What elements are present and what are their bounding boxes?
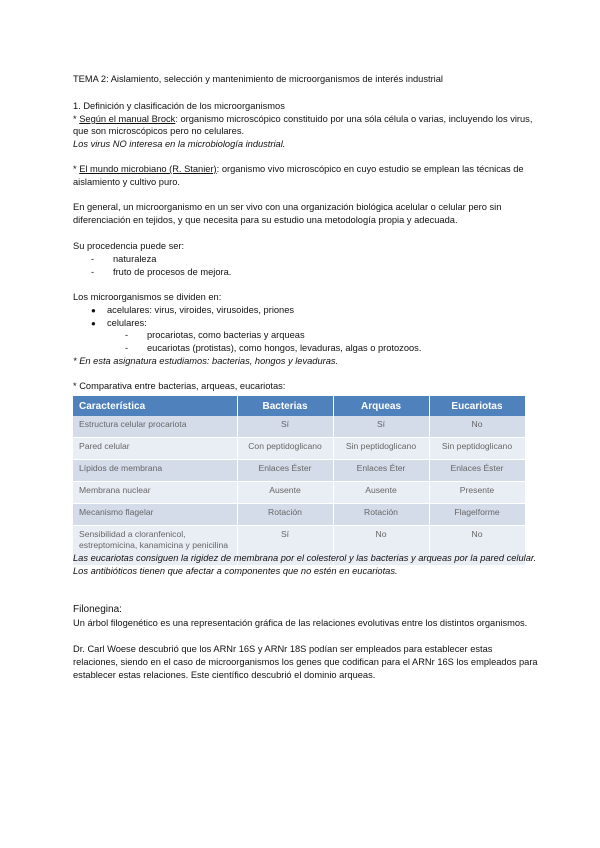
general-definition-line1: En general, un microorganismo en un ser vivo con una organización biológica acelular o celular pero sin	[73, 202, 502, 212]
section-heading: 1. Definición y clasificación de los microorganismos	[73, 101, 285, 111]
table-row	[73, 482, 525, 504]
header-eucariotas: Eucariotas	[429, 396, 525, 416]
list-item: - eucariotas (protistas), como hongos, levaduras, algas o protozoos.	[125, 343, 422, 353]
phylogeny-definition: Un árbol filogenético es una representación gráfica de las relaciones evolutivas entre los distintos organismos.	[73, 618, 528, 628]
table-cell: Sin peptidoglicano	[333, 438, 429, 460]
table-row	[73, 438, 525, 460]
table-cell: Mecanismo flagelar	[73, 504, 237, 526]
list-item: - fruto de procesos de mejora.	[91, 267, 232, 277]
brock-prefix: *	[73, 114, 80, 124]
table-row	[73, 416, 525, 438]
document-title: TEMA 2: Aislamiento, selección y mantenimiento de microorganismos de interés industrial	[73, 74, 443, 84]
list-item: ● acelulares: virus, viroides, virusoides, priones	[91, 305, 295, 315]
table-cell: Rotación	[237, 504, 333, 526]
comparison-intro: * Comparativa entre bacterias, arqueas, eucariotas:	[73, 381, 286, 391]
table-cell: Sí	[333, 416, 429, 438]
table-cell: No	[429, 526, 525, 566]
table-cell: Sin peptidoglicano	[429, 438, 525, 460]
table-cell: Con peptidoglicano	[237, 438, 333, 460]
general-definition-line2: diferenciación en tejidos, y que necesita para su estudio una metodología propia y adecuada.	[73, 215, 458, 225]
dash-bullet: -	[91, 254, 95, 264]
stanier-label: El mundo microbiano (R. Stanier)	[79, 164, 217, 174]
table-cell: No	[333, 526, 429, 566]
header-arqueas: Arqueas	[333, 396, 429, 416]
table-cell: Pared celular	[73, 438, 237, 460]
table-cell: Enlaces Éster	[237, 460, 333, 482]
stanier-definition-line1	[73, 163, 524, 175]
table-cell: Sí	[237, 416, 333, 438]
stanier-definition-line2: aislamiento y cultivo puro.	[73, 177, 180, 187]
table-cell: Presente	[429, 482, 525, 504]
stanier-prefix: *	[73, 164, 80, 174]
stanier-text-1: : organismo vivo microscópico en cuyo estudio se emplean las técnicas de	[216, 164, 524, 174]
brock-definition-line1	[73, 113, 532, 125]
table-header-row	[73, 396, 525, 416]
dot-bullet: ●	[91, 306, 96, 315]
brock-label: Según el manual Brock	[79, 114, 176, 124]
comparison-table	[73, 396, 526, 566]
table-cell: Membrana nuclear	[73, 482, 237, 504]
origin-intro: Su procedencia puede ser:	[73, 241, 185, 251]
dash-bullet: -	[91, 267, 95, 277]
table-row	[73, 460, 525, 482]
division-intro: Los microorganismos se dividen en:	[73, 292, 222, 302]
dot-bullet: ●	[91, 319, 96, 328]
table-cell: No	[429, 416, 525, 438]
table-cell: Ausente	[237, 482, 333, 504]
virus-note: Los virus NO interesa en la microbiología industrial.	[73, 139, 286, 149]
header-caracteristica: Característica	[73, 396, 237, 416]
table-cell: Flagelforme	[429, 504, 525, 526]
header-bacterias: Bacterias	[237, 396, 333, 416]
table-cell: Enlaces Éter	[333, 460, 429, 482]
list-item: - procariotas, como bacterias y arqueas	[125, 330, 305, 340]
phylogeny-heading: Filonegina:	[73, 604, 122, 615]
table-row	[73, 504, 525, 526]
table-cell: Sí	[237, 526, 333, 566]
dash-bullet: -	[125, 330, 129, 340]
table-cell: Rotación	[333, 504, 429, 526]
table-cell: Enlaces Éster	[429, 460, 525, 482]
table-cell: Ausente	[333, 482, 429, 504]
list-item: - naturaleza	[91, 254, 157, 264]
list-item: ● celulares:	[91, 318, 147, 328]
table-cell: Lípidos de membrana	[73, 460, 237, 482]
woese-line3: establecer estas relaciones. Este científico descubrió el dominio arqueas.	[73, 670, 376, 680]
table-note-1: Las eucariotas consiguen la rigidez de membrana por el colesterol y las bacterias y arqueas por la pared celular.	[73, 553, 537, 563]
table-cell: Estructura celular procariota	[73, 416, 237, 438]
table-cell: Sensibilidad a cloranfenicol, estreptomicina, kanamicina y penicilina	[73, 526, 237, 566]
woese-line1: Dr. Carl Woese descubrió que los ARNr 16S y ARNr 18S podían ser empleados para establecer estas	[73, 644, 493, 654]
brock-text-1: : organismo microscópico constituido por una sóla célula o varias, incluyendo los virus,	[175, 114, 533, 124]
subject-note: * En esta asignatura estudiamos: bacterias, hongos y levaduras.	[73, 356, 339, 366]
woese-line2: relaciones, siendo en el caso de microorganismos los genes que codifican para el ARNr 16S los empleados para	[73, 657, 538, 667]
dash-bullet: -	[125, 343, 129, 353]
table-note-2: Los antibióticos tienen que afectar a componentes que no estén en eucariotas.	[73, 566, 398, 576]
brock-definition-line2: que son microscópicos pero no celulares.	[73, 126, 245, 136]
